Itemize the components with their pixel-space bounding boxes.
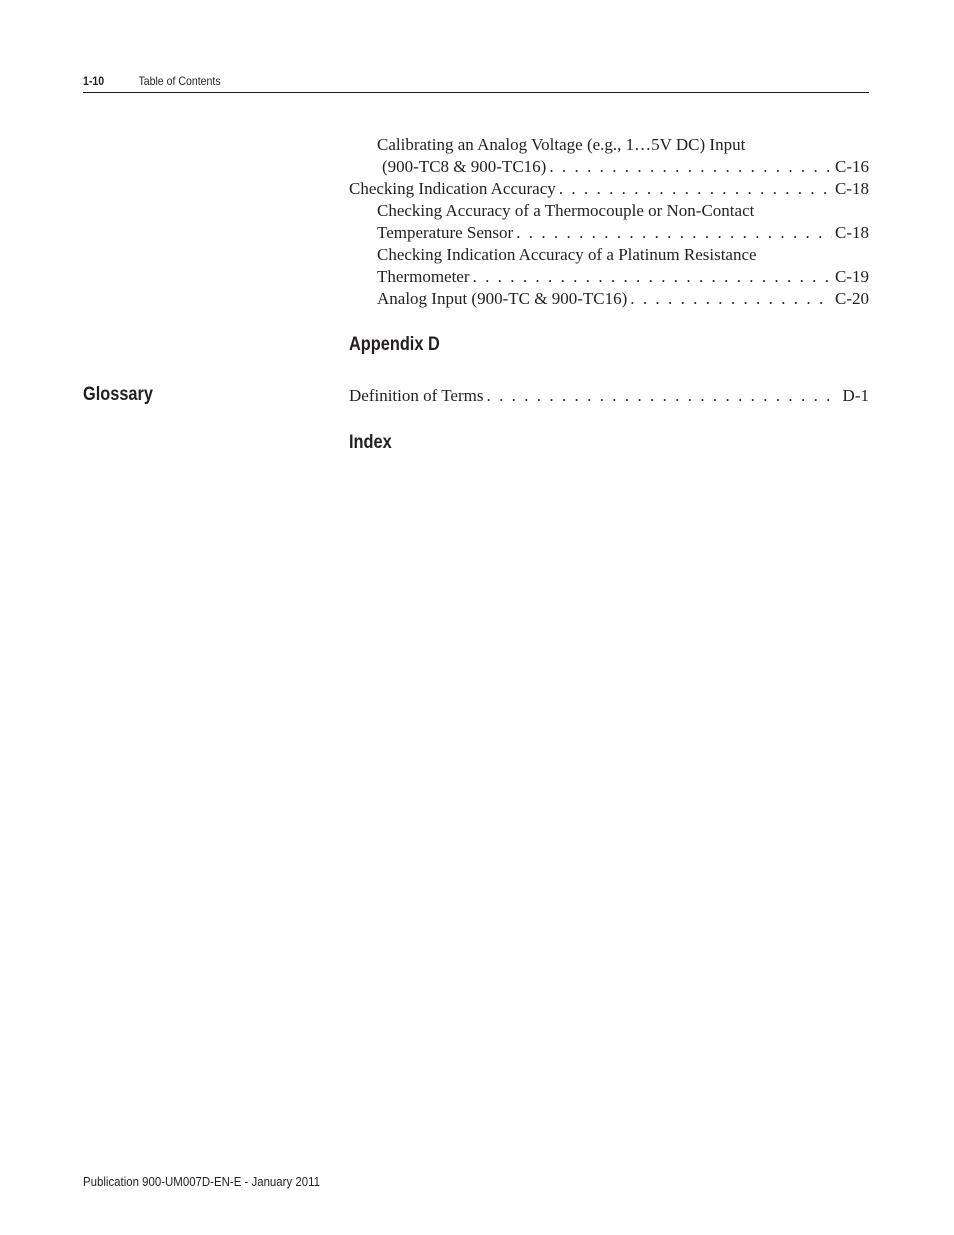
toc-leader-dots xyxy=(516,222,832,244)
header-section-title: Table of Contents xyxy=(138,74,221,88)
toc-page-number: C-20 xyxy=(835,289,869,308)
toc-page-number: C-16 xyxy=(835,157,869,176)
toc-leader-dots xyxy=(559,178,832,200)
toc-leader-dots xyxy=(486,385,839,407)
toc-leader-dots xyxy=(630,288,832,310)
toc-leader-dots xyxy=(549,156,832,178)
toc-entry-platinum-line1[interactable] xyxy=(377,244,869,266)
toc-entry-platinum-line2[interactable] xyxy=(377,266,869,288)
toc-entry-thermocouple-line1[interactable] xyxy=(377,200,869,222)
toc-entry-checking-indication-accuracy[interactable] xyxy=(349,178,869,200)
toc-entry-label: Definition of Terms xyxy=(349,386,484,405)
header-rule xyxy=(83,92,869,93)
toc-entry-label: Checking Accuracy of a Thermocouple or Non-Contact xyxy=(377,201,755,220)
toc-page-number: C-18 xyxy=(835,179,869,198)
toc-entry-label: Temperature Sensor xyxy=(377,223,514,242)
toc-entry-thermocouple-line2[interactable] xyxy=(377,222,869,244)
toc-entry-label: (900-TC8 & 900-TC16) xyxy=(382,157,547,176)
toc-entry-label: Thermometer xyxy=(377,267,470,286)
toc-entry-definition-of-terms[interactable] xyxy=(349,385,869,407)
toc-entry-label: Checking Indication Accuracy xyxy=(349,179,556,198)
appendix-d-heading: Appendix D xyxy=(349,334,440,355)
toc-page-number: C-19 xyxy=(835,267,869,286)
index-heading: Index xyxy=(349,432,392,453)
toc-entry-calibrating-voltage-line1[interactable] xyxy=(377,134,869,156)
toc-page-number: C-18 xyxy=(835,223,869,242)
toc-entry-calibrating-voltage-line2[interactable] xyxy=(382,156,869,178)
toc-entry-label: Analog Input (900-TC & 900-TC16) xyxy=(377,289,628,308)
page-header xyxy=(83,73,775,89)
toc-entry-analog-input[interactable] xyxy=(377,288,869,310)
page-footer: Publication 900-UM007D-EN-E - January 2011 xyxy=(83,1174,320,1189)
glossary-heading: Glossary xyxy=(83,384,153,405)
toc-page-number: D-1 xyxy=(842,386,869,405)
toc-leader-dots xyxy=(473,266,832,288)
toc-entry-label: Checking Indication Accuracy of a Platinum Resistance xyxy=(377,245,757,264)
toc-entry-label: Calibrating an Analog Voltage (e.g., 1…5V DC) Input xyxy=(377,135,746,154)
header-page-number: 1-10 xyxy=(83,74,105,88)
